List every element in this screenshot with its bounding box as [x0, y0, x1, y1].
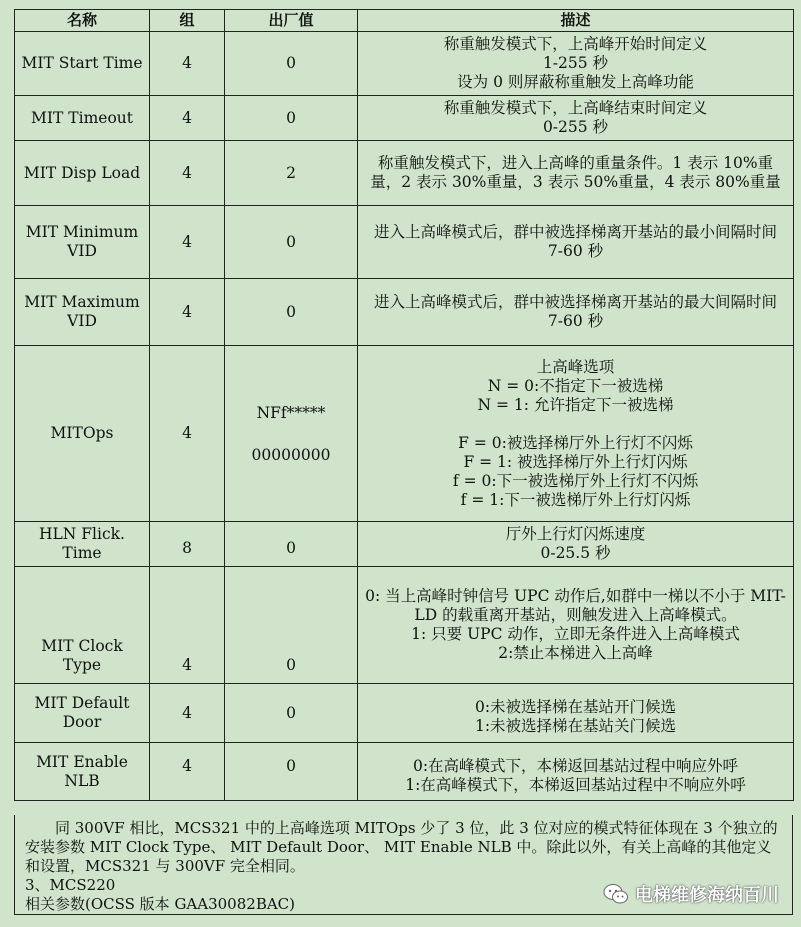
desc-line: 进入上高峰模式后，群中被选择梯离开基站的最小间隔时间	[373, 223, 777, 241]
desc-line: 1-255 秒	[542, 54, 609, 72]
param-group: 4	[150, 96, 225, 141]
desc-line: 0-255 秒	[542, 118, 609, 136]
table-row	[15, 567, 794, 684]
param-group: 4	[150, 567, 225, 684]
table-header-row	[15, 10, 794, 32]
param-group: 4	[150, 206, 225, 279]
desc-line: 上高峰选项	[536, 357, 615, 376]
param-default	[225, 346, 358, 522]
table-row	[15, 684, 794, 743]
param-default: 0	[225, 522, 358, 567]
desc-line: 厅外上行灯闪烁速度	[505, 525, 646, 543]
param-desc	[358, 206, 794, 279]
param-name: HLN Flick. Time	[15, 522, 150, 567]
param-group: 4	[150, 32, 225, 96]
table-row	[15, 206, 794, 279]
desc-line: F = 0:被选择梯厅外上行灯不闪烁	[458, 433, 693, 452]
desc-line: 称重触发模式下，上高峰结束时间定义	[443, 99, 708, 117]
desc-line: 0-25.5 秒	[540, 544, 611, 562]
param-name: MIT Minimum VID	[15, 206, 150, 279]
desc-line: N = 0:不指定下一被选梯	[487, 376, 664, 395]
parameter-table	[14, 9, 794, 801]
desc-line: 0: 当上高峰时钟信号 UPC 动作后,如群中一梯以不小于 MIT-LD 的载重离开基站，则触发进入上高峰模式。	[365, 587, 786, 624]
table-row	[15, 743, 794, 801]
param-desc	[358, 743, 794, 801]
desc-line: 7-60 秒	[547, 242, 604, 260]
note-paragraph: 同 300VF 相比，MCS321 中的上高峰选项 MITOps 少了 3 位，此 3 位对应的模式特征体现在 3 个独立的安装参数 MIT Clock Type、 MIT Default Door、 MIT Enable NLB 中。除此以外，有关上高峰的其他定义和设置，MCS321 与 300VF 完全相同。	[25, 819, 778, 875]
desc-line: 称重触发模式下，进入上高峰的重量条件。1 表示 10%重量，2 表示 30%重量，3 表示 50%重量，4 表示 80%重量	[370, 154, 781, 191]
desc-blank-line	[364, 415, 787, 434]
table-row	[15, 32, 794, 96]
param-desc	[358, 279, 794, 346]
param-default: 2	[225, 141, 358, 206]
param-name: MITOps	[15, 346, 150, 522]
watermark	[603, 881, 779, 907]
param-group: 4	[150, 279, 225, 346]
desc-line: 7-60 秒	[547, 312, 604, 330]
desc-line: 1:未被选择梯在基站关门候选	[474, 717, 677, 735]
param-desc	[358, 32, 794, 96]
desc-line: 称重触发模式下，上高峰开始时间定义	[443, 35, 708, 53]
param-group: 4	[150, 743, 225, 801]
table-row	[15, 346, 794, 522]
default-line: NFf*****	[256, 403, 326, 422]
param-default: 0	[225, 32, 358, 96]
table-row	[15, 279, 794, 346]
header-default: 出厂值	[225, 10, 358, 32]
param-default: 0	[225, 279, 358, 346]
note-section-heading: 3、MCS220	[25, 876, 116, 894]
desc-line: 进入上高峰模式后，群中被选择梯离开基站的最大间隔时间	[373, 293, 777, 311]
param-default: 0	[225, 743, 358, 801]
param-name: MIT Clock Type	[15, 567, 150, 684]
param-desc	[358, 96, 794, 141]
param-group: 4	[150, 346, 225, 522]
desc-line: 0:未被选择梯在基站开门候选	[474, 698, 677, 716]
param-name: MIT Start Time	[15, 32, 150, 96]
watermark-text: 电梯维修海纳百川	[635, 885, 779, 906]
desc-line: 2:禁止本梯进入上高峰	[498, 644, 653, 662]
param-group: 4	[150, 684, 225, 743]
param-name: MIT Default Door	[15, 684, 150, 743]
param-group: 8	[150, 522, 225, 567]
param-desc	[358, 567, 794, 684]
param-name: MIT Disp Load	[15, 141, 150, 206]
param-desc	[358, 684, 794, 743]
table-row	[15, 141, 794, 206]
desc-line: 设为 0 则屏蔽称重触发上高峰功能	[457, 73, 694, 91]
param-desc	[358, 141, 794, 206]
desc-line: 0:在高峰模式下，本梯返回基站过程中响应外呼	[412, 757, 739, 775]
param-desc	[358, 346, 794, 522]
param-default: 0	[225, 684, 358, 743]
desc-line: f = 1:下一被选梯厅外上行灯闪烁	[460, 490, 691, 509]
header-name: 名称	[15, 10, 150, 32]
wechat-icon	[603, 883, 629, 905]
table-row	[15, 96, 794, 141]
default-line: 00000000	[251, 445, 331, 464]
desc-line: 1: 只要 UPC 动作，立即无条件进入上高峰模式	[411, 625, 740, 643]
param-default: 0	[225, 567, 358, 684]
desc-line: N = 1: 允许指定下一被选梯	[477, 395, 674, 414]
table-row	[15, 522, 794, 567]
param-default: 0	[225, 96, 358, 141]
desc-line: 1:在高峰模式下，本梯返回基站过程中不响应外呼	[405, 776, 746, 794]
desc-line: f = 0:下一被选梯厅外上行灯不闪烁	[452, 471, 699, 490]
note-related-params: 相关参数(OCSS 版本 GAA30082BAC)	[25, 895, 296, 913]
param-default: 0	[225, 206, 358, 279]
param-name: MIT Enable NLB	[15, 743, 150, 801]
header-group: 组	[150, 10, 225, 32]
desc-line: F = 1: 被选择梯厅外上行灯闪烁	[463, 452, 688, 471]
param-name: MIT Timeout	[15, 96, 150, 141]
param-name: MIT Maximum VID	[15, 279, 150, 346]
param-group: 4	[150, 141, 225, 206]
param-desc	[358, 522, 794, 567]
header-desc: 描述	[358, 10, 794, 32]
